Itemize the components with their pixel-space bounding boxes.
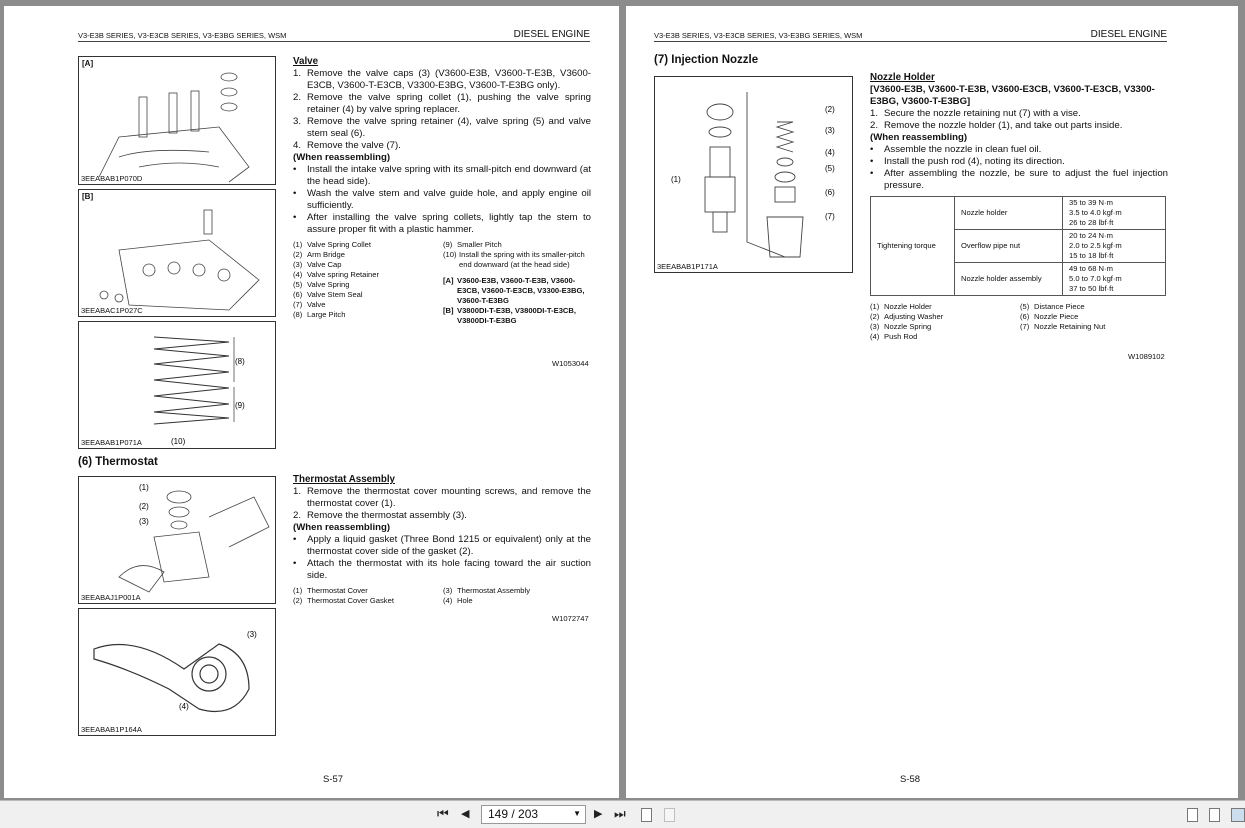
bullet: • Install the push rod (4), noting its direction. xyxy=(870,156,1065,167)
chevron-down-icon[interactable]: ▼ xyxy=(573,809,581,818)
thermostat-legend xyxy=(293,586,591,606)
bullet: • Assemble the nozzle in clean fuel oil. xyxy=(870,144,1042,155)
nozzle-diagram xyxy=(655,77,852,272)
legend-item: [A] V3600-E3B, V3600-T-E3B, V3600-E3CB, V3600-T-E3CB, V3300-E3BG, V3600-T-E3BG xyxy=(443,276,585,305)
table-item: Nozzle holder xyxy=(955,197,1063,230)
nozzle-section xyxy=(870,72,1168,342)
figure-caption: 3EEABAB1P071A xyxy=(81,438,142,447)
go-back-view-icon[interactable] xyxy=(641,808,652,822)
figure-tag: [A] xyxy=(82,59,94,68)
step: 2. Remove the nozzle holder (1), and take out parts inside. xyxy=(870,120,1123,131)
legend-item: (8) Large Pitch xyxy=(293,310,346,319)
reassembling-heading: (When reassembling) xyxy=(293,522,391,533)
figure-thermostat xyxy=(78,476,276,604)
previous-page-button[interactable]: ◀ xyxy=(461,808,470,820)
go-forward-view-icon[interactable] xyxy=(664,808,675,822)
nozzle-legend xyxy=(870,302,1168,342)
legend-item: (10) Install the spring with its smaller-pitch end downward (at the head side) xyxy=(443,250,585,269)
svg-text:(7): (7) xyxy=(825,212,835,221)
bullet: • After assembling the nozzle, be sure to adjust the fuel injection pressure. xyxy=(870,168,1168,191)
next-page-button[interactable]: ▶ xyxy=(594,808,603,820)
table-value: 20 to 24 N·m 2.0 to 2.5 kgf·m 15 to 18 lbf·ft xyxy=(1063,230,1166,263)
doc-code: W1053044 xyxy=(552,359,589,368)
valve-diagram-a xyxy=(79,57,275,184)
svg-text:(4): (4) xyxy=(825,148,835,157)
step: 3. Remove the valve spring retainer (4), valve spring (5) and valve stem seal (6). xyxy=(293,116,591,139)
torque-table xyxy=(870,196,1166,296)
page-number: S-58 xyxy=(900,774,921,785)
svg-text:(2): (2) xyxy=(139,502,149,511)
svg-text:(8): (8) xyxy=(235,357,245,366)
table-item: Overflow pipe nut xyxy=(955,230,1063,263)
continuous-view-icon[interactable] xyxy=(1209,808,1220,822)
figure-valve-a xyxy=(78,56,276,185)
thermostat-diagram xyxy=(79,477,275,603)
legend-item: (7) Nozzle Retaining Nut xyxy=(1020,322,1106,331)
figure-spring xyxy=(78,321,276,449)
legend-item: (5) Distance Piece xyxy=(1020,302,1085,311)
legend-item: (1) Thermostat Cover xyxy=(293,586,368,595)
svg-text:(5): (5) xyxy=(825,164,835,173)
legend-item: (4) Push Rod xyxy=(870,332,918,341)
figure-nozzle xyxy=(654,76,853,273)
step: 1. Secure the nozzle retaining nut (7) with a vise. xyxy=(870,108,1081,119)
thermostat-title: Thermostat Assembly xyxy=(293,474,395,485)
valve-diagram-b xyxy=(79,190,275,316)
reassembling-heading: (When reassembling) xyxy=(870,132,968,143)
legend-item: (3) Valve Cap xyxy=(293,260,342,269)
section-heading-injection-nozzle: (7) Injection Nozzle xyxy=(654,54,759,66)
header-section: DIESEL ENGINE xyxy=(1090,29,1167,40)
legend-item: (4) Valve spring Retainer xyxy=(293,270,380,279)
page-left xyxy=(4,6,619,798)
legend-item: (6) Valve Stem Seal xyxy=(293,290,363,299)
spring-diagram xyxy=(79,322,275,448)
legend-item: (2) Arm Bridge xyxy=(293,250,345,259)
page-right xyxy=(626,6,1238,798)
valve-legend xyxy=(293,240,591,326)
table-label: Tightening torque xyxy=(871,197,955,296)
header-section: DIESEL ENGINE xyxy=(513,29,590,40)
table-value: 35 to 39 N·m 3.5 to 4.0 kgf·m 26 to 28 lbf·ft xyxy=(1063,197,1166,230)
legend-item: (2) Adjusting Washer xyxy=(870,312,944,321)
svg-text:(6): (6) xyxy=(825,188,835,197)
two-page-view-icon[interactable] xyxy=(1231,808,1245,822)
page-header xyxy=(654,29,1167,42)
model-list: [V3600-E3B, V3600-T-E3B, V3600-E3CB, V3600-T-E3CB, V3300-E3BG, V3600-T-E3BG] xyxy=(870,84,1155,107)
thermostat-cover-diagram xyxy=(79,609,275,735)
figure-tag: [B] xyxy=(82,192,94,201)
legend-item: (7) Valve xyxy=(293,300,326,309)
thermostat-section xyxy=(293,474,591,606)
nozzle-holder-title: Nozzle Holder xyxy=(870,72,935,83)
legend-item: (4) Hole xyxy=(443,596,473,605)
legend-item: (3) Thermostat Assembly xyxy=(443,586,531,595)
svg-text:(4): (4) xyxy=(179,702,189,711)
step: 1. Remove the valve caps (3) (V3600-E3B, V3600-T-E3B, V3600-E3CB, V3600-T-E3CB, V3300-E3BG, V3600-T-E3BG only). xyxy=(293,68,591,91)
figure-caption: 3EEABAB1P164A xyxy=(81,725,142,734)
legend-item: (1) Nozzle Holder xyxy=(870,302,932,311)
svg-text:(3): (3) xyxy=(825,126,835,135)
svg-text:(2): (2) xyxy=(825,105,835,114)
doc-code: W1089102 xyxy=(1128,352,1165,361)
legend-item: (9) Smaller Pitch xyxy=(443,240,502,249)
single-page-view-icon[interactable] xyxy=(1187,808,1198,822)
figure-caption: 3EEABAC1P027C xyxy=(81,306,143,315)
step: 2. Remove the thermostat assembly (3). xyxy=(293,510,467,521)
svg-text:(1): (1) xyxy=(139,483,149,492)
valve-section xyxy=(293,56,591,326)
section-heading-thermostat: (6) Thermostat xyxy=(78,456,158,468)
svg-text:(3): (3) xyxy=(247,630,257,639)
step: 4. Remove the valve (7). xyxy=(293,140,401,151)
step: 2. Remove the valve spring collet (1), pushing the valve spring retainer (4) by valve spring replacer. xyxy=(293,92,591,115)
bullet: • Install the intake valve spring with its small-pitch end downward (at the head side). xyxy=(293,164,591,187)
figure-caption: 3EEABAJ1P001A xyxy=(81,593,141,602)
legend-item: (1) Valve Spring Collet xyxy=(293,240,372,249)
bullet: • Apply a liquid gasket (Three Bond 1215 or equivalent) only at the thermostat cover side of the gasket (2). xyxy=(293,534,591,557)
figure-caption: 3EEABAB1P171A xyxy=(657,262,718,271)
first-page-button[interactable]: ⏮ xyxy=(437,806,449,821)
legend-item: (3) Nozzle Spring xyxy=(870,322,932,331)
doc-code: W1072747 xyxy=(552,614,589,623)
svg-text:(10): (10) xyxy=(171,437,186,446)
legend-item: (5) Valve Spring xyxy=(293,280,350,289)
table-value: 49 to 68 N·m 5.0 to 7.0 kgf·m 37 to 50 lbf·ft xyxy=(1063,263,1166,296)
bullet: • Attach the thermostat with its hole facing toward the air suction side. xyxy=(293,558,591,581)
svg-text:(9): (9) xyxy=(235,401,245,410)
reassembling-heading: (When reassembling) xyxy=(293,152,391,163)
valve-title: Valve xyxy=(293,56,319,67)
bullet: • After installing the valve spring collets, lightly tap the stem to assure proper fit with a plastic hammer. xyxy=(293,212,591,235)
step: 1. Remove the thermostat cover mounting screws, and remove the thermostat cover (1). xyxy=(293,486,591,509)
page-number-input[interactable]: 149 / 203 ▼ xyxy=(481,805,586,824)
last-page-button[interactable]: ⏭ xyxy=(614,806,626,821)
page-header xyxy=(78,29,590,42)
figure-caption: 3EEABAB1P070D xyxy=(81,174,143,183)
table-item: Nozzle holder assembly xyxy=(955,263,1063,296)
legend-item: (6) Nozzle Piece xyxy=(1020,312,1079,321)
svg-text:(3): (3) xyxy=(139,517,149,526)
figure-thermostat-hole xyxy=(78,608,276,736)
legend-item: [B] V3800DI-T-E3B, V3800DI-T-E3CB, V3800DI-T-E3BG xyxy=(443,306,577,325)
page-number: S-57 xyxy=(323,774,344,785)
header-series: V3-E3B SERIES, V3-E3CB SERIES, V3-E3BG SERIES, WSM xyxy=(78,31,287,40)
header-series: V3-E3B SERIES, V3-E3CB SERIES, V3-E3BG SERIES, WSM xyxy=(654,31,863,40)
svg-text:(1): (1) xyxy=(671,175,681,184)
bullet: • Wash the valve stem and valve guide hole, and apply engine oil sufficiently. xyxy=(293,188,591,211)
figure-valve-b xyxy=(78,189,276,317)
legend-item: (2) Thermostat Cover Gasket xyxy=(293,596,394,605)
